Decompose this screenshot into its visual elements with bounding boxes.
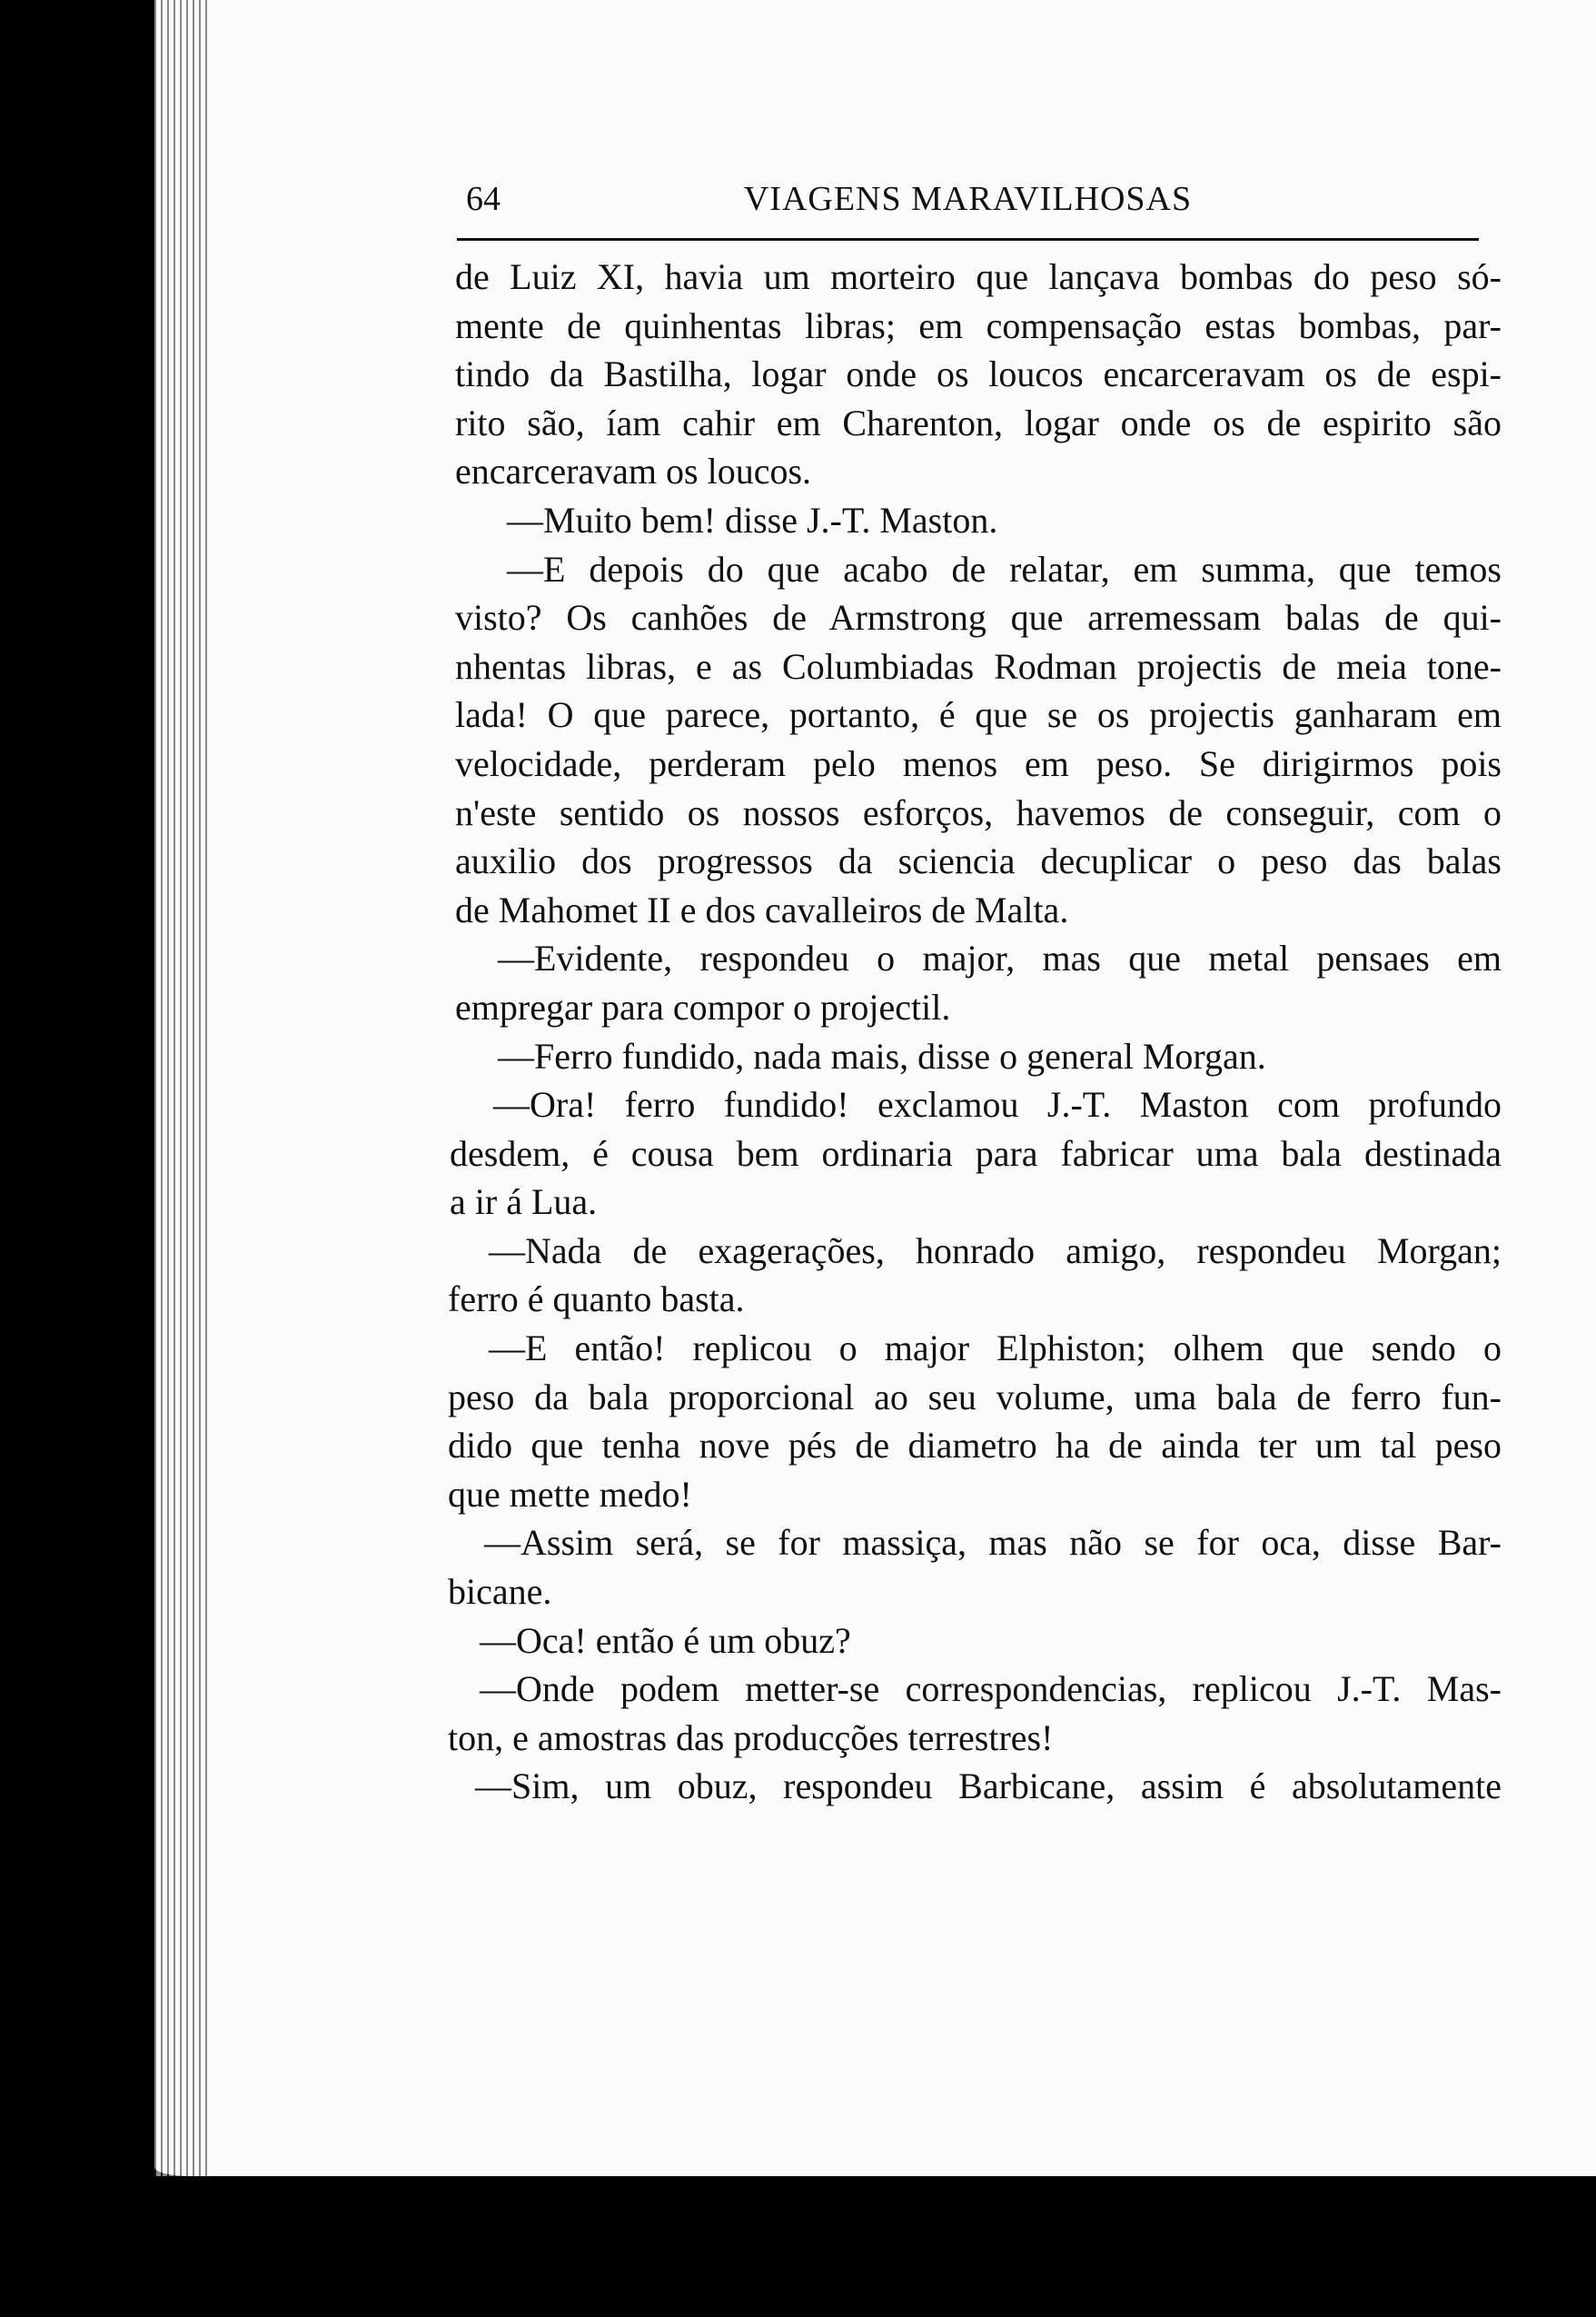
running-title: VIAGENS MARAVILHOSAS: [743, 180, 1193, 218]
running-header: [457, 175, 1479, 232]
text-line: n'este sentido os nossos esforços, havemos de conseguir, com o: [455, 791, 1502, 833]
text-line: lada! O que parece, portanto, é que se os projectis ganharam em: [455, 694, 1502, 736]
text-line: —Muito bem! disse J.-T. Maston.: [507, 499, 998, 541]
header-rule: [457, 238, 1479, 241]
text-line: mente de quinhentas libras; em compensação estas bombas, par-: [455, 304, 1502, 346]
page-number: 64: [466, 180, 501, 218]
text-line: —Ferro fundido, nada mais, disse o general Morgan.: [498, 1035, 1266, 1077]
text-line: nhentas libras, e as Columbiadas Rodman projectis de meia tone-: [455, 645, 1502, 687]
text-line: encarceravam os loucos.: [455, 451, 812, 492]
text-line: —E então! replicou o major Elphiston; olhem que sendo o: [489, 1328, 1502, 1369]
text-line: de Luiz XI, havia um morteiro que lançava bombas do peso só-: [455, 256, 1502, 297]
text-line: —Evidente, respondeu o major, mas que metal pensaes em: [498, 938, 1502, 980]
text-line: desdem, é cousa bem ordinaria para fabricar uma bala destinada: [450, 1132, 1502, 1174]
scan-background-left: [0, 0, 160, 2317]
text-line: bicane.: [448, 1571, 552, 1613]
text-line: —Nada de exagerações, honrado amigo, respondeu Morgan;: [489, 1229, 1502, 1271]
body-text: [448, 253, 1502, 1811]
text-line: a ir á Lua.: [450, 1181, 598, 1223]
text-line: peso da bala proporcional ao seu volume, uma bala de ferro fun-: [448, 1376, 1502, 1417]
text-line: ton, e amostras das producções terrestres!: [448, 1716, 1054, 1758]
text-line: —Oca! então é um obuz?: [480, 1619, 851, 1661]
text-line: visto? Os canhões de Armstrong que arremessam balas de qui-: [455, 597, 1502, 639]
text-line: —Onde podem metter-se correspondencias, replicou J.-T. Mas-: [480, 1668, 1502, 1710]
text-line: que mette medo!: [448, 1473, 692, 1515]
text-line: velocidade, perderam pelo menos em peso. Se dirigirmos pois: [455, 742, 1502, 784]
text-line: dido que tenha nove pés de diametro ha de ainda ter um tal peso: [448, 1425, 1502, 1467]
text-line: de Mahomet II e dos cavalleiros de Malta.: [455, 889, 1069, 930]
text-line: auxilio dos progressos da sciencia decuplicar o peso das balas: [455, 840, 1502, 882]
text-line: tindo da Bastilha, logar onde os loucos encarceravam os de espi-: [455, 353, 1502, 395]
text-line: —Ora! ferro fundido! exclamou J.-T. Maston com profundo: [493, 1084, 1502, 1126]
text-line: —Sim, um obuz, respondeu Barbicane, assim é absolutamente: [475, 1765, 1502, 1807]
text-line: rito são, íam cahir em Charenton, logar onde os de espirito são: [455, 402, 1502, 443]
text-line: —Assim será, se for massiça, mas não se for oca, disse Bar-: [484, 1522, 1502, 1564]
text-line: empregar para compor o projectil.: [455, 986, 951, 1028]
text-line: —E depois do que acabo de relatar, em summa, que temos: [507, 548, 1502, 590]
page-edges-binding: [154, 0, 211, 2176]
text-line: ferro é quanto basta.: [448, 1278, 745, 1320]
